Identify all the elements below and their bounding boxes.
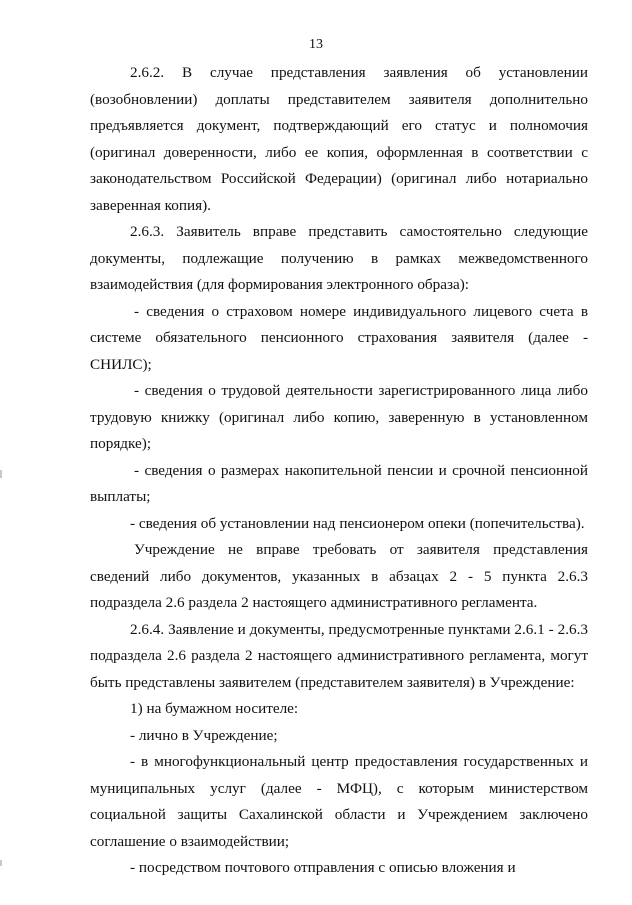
scan-edge-mark xyxy=(0,860,2,866)
list-item-postal: - посредством почтового отправления с описью вложения и xyxy=(130,859,516,876)
paragraph-institution-restriction: Учреждение не вправе требовать от заявителя представления сведений либо документов, указанных в абзацах 2 - 5 пункта 2.6.3 подраздела 2.6 раздела 2 настоящего административного регламента. xyxy=(90,541,588,611)
list-item-work-history: - сведения о трудовой деятельности зарегистрированного лица либо трудовую книжку (оригинал либо копию, заверенную в установленном порядке); xyxy=(90,382,588,452)
paragraph-2-6-2: 2.6.2. В случае представления заявления об установлении (возобновлении) доплаты представителем заявителя дополнительно предъявляется документ, подтверждающий его статус и полномочия (оригинал доверенности, либо ее копия, оформленная в соответствии с законодательством Российской Федерации) (оригинал либо нотариально заверенная копия). xyxy=(90,64,588,214)
list-item-pension: - сведения о размерах накопительной пенсии и срочной пенсионной выплаты; xyxy=(90,461,588,505)
list-item-mfc: - в многофункциональный центр предоставления государственных и муниципальных услуг (далее - МФЦ), с которым министерством социальной защиты Сахалинской области и Учреждением заключено соглашение о взаимодействии; xyxy=(90,753,588,850)
paragraph-2-6-3: 2.6.3. Заявитель вправе представить самостоятельно следующие документы, подлежащие получению в рамках межведомственного взаимодействия (для формирования электронного образа): xyxy=(90,223,588,293)
list-item-snils: - сведения о страховом номере индивидуального лицевого счета в системе обязательного пенсионного страхования заявителя (далее - СНИЛС); xyxy=(90,302,588,373)
scan-edge-mark xyxy=(0,470,2,478)
document-body xyxy=(90,60,588,882)
list-item-guardianship: - сведения об установлении над пенсионером опеки (попечительства). xyxy=(130,514,585,532)
paragraph-2-6-4: 2.6.4. Заявление и документы, предусмотренные пунктами 2.6.1 - 2.6.3 подраздела 2.6 раздела 2 настоящего административного регламента, могут быть представлены заявителем (представителем заявителя) в Учреждение: xyxy=(90,620,588,691)
page-number: 13 xyxy=(309,37,323,52)
list-item-paper: 1) на бумажном носителе: xyxy=(130,700,299,717)
list-item-in-person: - лично в Учреждение; xyxy=(130,726,278,744)
